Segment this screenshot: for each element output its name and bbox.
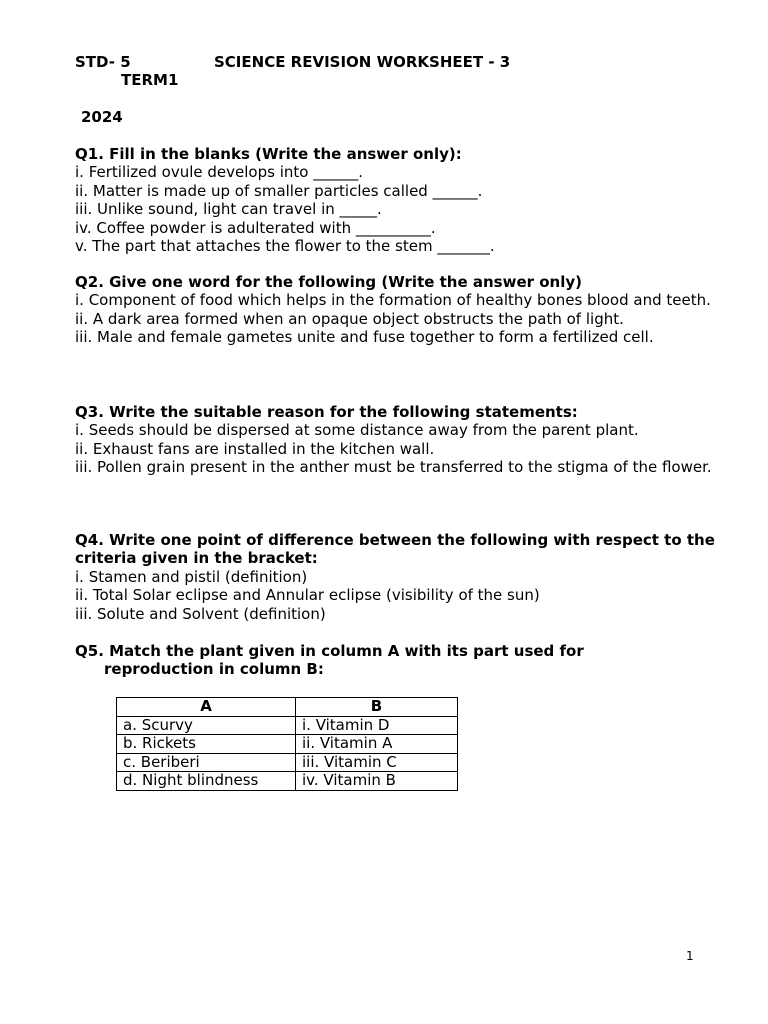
column-a-cell: b. Rickets xyxy=(117,735,296,754)
question-4-item: i. Stamen and pistil (definition) xyxy=(75,567,308,586)
question-1-heading: Q1. Fill in the blanks (Write the answer only): xyxy=(75,145,462,163)
column-b-cell: iii. Vitamin C xyxy=(296,753,458,772)
table-header-row xyxy=(117,698,458,717)
column-a-cell: a. Scurvy xyxy=(117,716,296,735)
question-3-item: ii. Exhaust fans are installed in the kitchen wall. xyxy=(75,439,435,458)
table-row xyxy=(117,735,458,754)
question-3 xyxy=(75,403,715,477)
column-b-cell: ii. Vitamin A xyxy=(296,735,458,754)
worksheet-title: SCIENCE REVISION WORKSHEET - 3 xyxy=(214,53,511,71)
question-2-item: iii. Male and female gametes unite and fuse together to form a fertilized cell. xyxy=(75,328,654,347)
table-row xyxy=(117,772,458,791)
column-a-header: A xyxy=(117,698,296,717)
page-number: 1 xyxy=(686,949,694,963)
question-2-heading: Q2. Give one word for the following (Write the answer only) xyxy=(75,273,583,291)
column-b-cell: iv. Vitamin B xyxy=(296,772,458,791)
question-5-heading-continued: reproduction in column B: xyxy=(104,660,324,679)
match-table xyxy=(116,697,458,791)
question-3-item: iii. Pollen grain present in the anther must be transferred to the stigma of the flower. xyxy=(75,458,712,477)
question-2-item: ii. A dark area formed when an opaque object obstructs the path of light. xyxy=(75,309,624,328)
table-row xyxy=(117,716,458,735)
question-2 xyxy=(75,273,715,347)
column-a-cell: c. Beriberi xyxy=(117,753,296,772)
question-5 xyxy=(75,642,715,679)
question-3-heading: Q3. Write the suitable reason for the following statements: xyxy=(75,403,578,421)
std-label: STD- 5 xyxy=(75,53,131,71)
question-3-item: i. Seeds should be dispersed at some distance away from the parent plant. xyxy=(75,421,639,440)
question-2-item: i. Component of food which helps in the formation of healthy bones blood and teeth. xyxy=(75,291,711,310)
year-label: 2024 xyxy=(81,108,123,126)
table-row xyxy=(117,753,458,772)
column-a-cell: d. Night blindness xyxy=(117,772,296,791)
term-label: TERM1 xyxy=(121,71,179,89)
question-1-item: v. The part that attaches the flower to the stem _______. xyxy=(75,237,495,256)
question-1-item: i. Fertilized ovule develops into ______. xyxy=(75,163,363,182)
question-1-item: iv. Coffee powder is adulterated with __________. xyxy=(75,218,436,237)
question-4-item: iii. Solute and Solvent (definition) xyxy=(75,604,326,623)
column-b-cell: i. Vitamin D xyxy=(296,716,458,735)
question-1-item: iii. Unlike sound, light can travel in _____. xyxy=(75,200,382,219)
question-5-heading: Q5. Match the plant given in column A with its part used for xyxy=(75,642,584,660)
question-4-heading: Q4. Write one point of difference between the following with respect to the criteria given in the bracket: xyxy=(75,531,715,568)
column-b-header: B xyxy=(296,698,458,717)
question-4-item: ii. Total Solar eclipse and Annular eclipse (visibility of the sun) xyxy=(75,586,540,605)
question-4 xyxy=(75,531,715,623)
question-1-item: ii. Matter is made up of smaller particles called ______. xyxy=(75,181,483,200)
question-1 xyxy=(75,145,715,255)
